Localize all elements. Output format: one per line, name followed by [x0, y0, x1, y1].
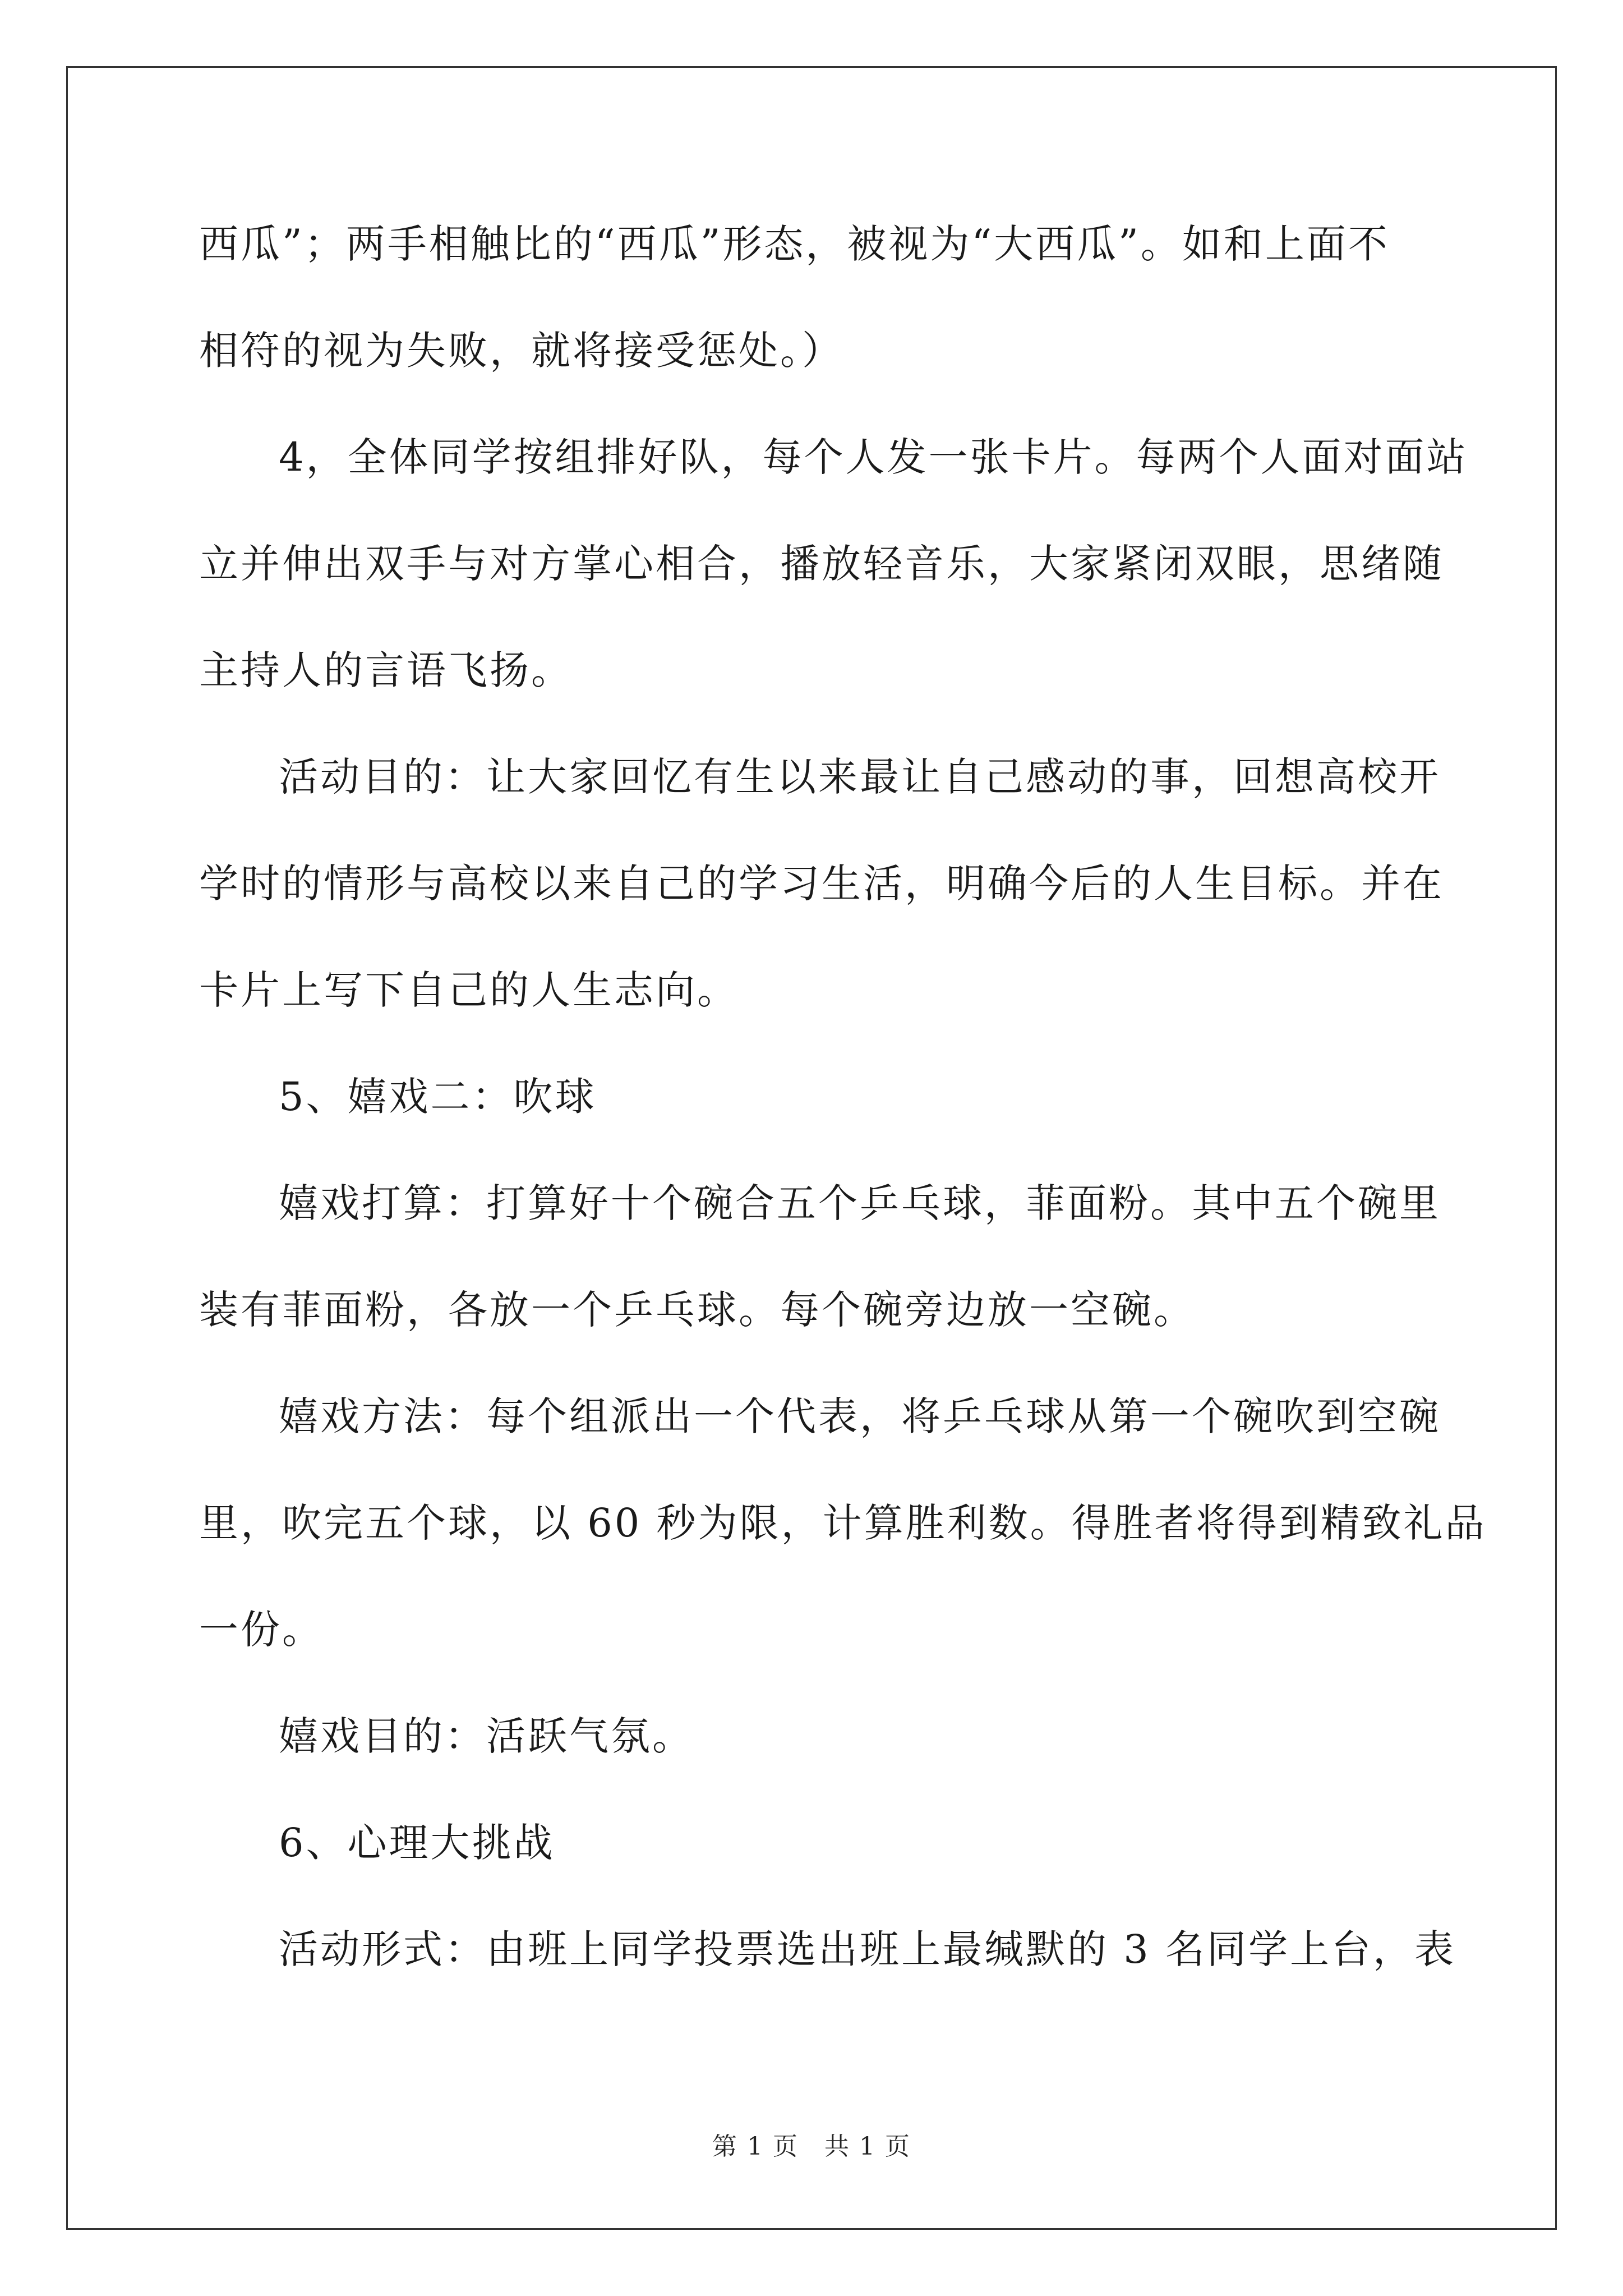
- text-line: 装有菲面粉，各放一个乒乓球。每个碗旁边放一空碗。: [199, 1287, 1195, 1333]
- text-line: 里，吹完五个球，以 60 秒为限，计算胜利数。得胜者将得到精致礼品: [199, 1500, 1487, 1546]
- text-line: 卡片上写下自己的人生志向。: [199, 967, 739, 1013]
- text-line: 相符的视为失败，就将接受惩处。）: [199, 328, 843, 374]
- section-heading: 6、心理大挑战: [279, 1820, 555, 1866]
- text-line: 活动目的：让大家回忆有生以来最让自己感动的事，回想高校开: [279, 754, 1441, 800]
- section-heading: 5、嬉戏二：吹球: [279, 1074, 597, 1120]
- text-line: 嬉戏方法：每个组派出一个代表，将乒乓球从第一个碗吹到空碗: [279, 1393, 1441, 1439]
- text-line: 立并伸出双手与对方掌心相合，播放轻音乐，大家紧闭双眼，思绪随: [199, 541, 1444, 587]
- text-line: 嬉戏打算：打算好十个碗合五个乒乓球，菲面粉。其中五个碗里: [279, 1180, 1441, 1226]
- page-footer: 第 1 页 共 1 页: [712, 2132, 911, 2161]
- text-line: 嬉戏目的：活跃气氛。: [279, 1713, 694, 1759]
- text-line: 4，全体同学按组排好队，每个人发一张卡片。每两个人面对面站: [279, 434, 1468, 480]
- text-line: 一份。: [199, 1607, 324, 1653]
- text-line: 主持人的言语飞扬。: [199, 647, 573, 693]
- document-body: [199, 213, 1487, 2025]
- text-line: 学时的情形与高校以来自己的学习生活，明确今后的人生目标。并在: [199, 861, 1444, 907]
- text-line: 西瓜”；两手相触比的“西瓜”形态，被视为“大西瓜”。如和上面不: [199, 221, 1390, 267]
- text-line: 活动形式：由班上同学投票选出班上最缄默的 3 名同学上台，表: [279, 1926, 1456, 1972]
